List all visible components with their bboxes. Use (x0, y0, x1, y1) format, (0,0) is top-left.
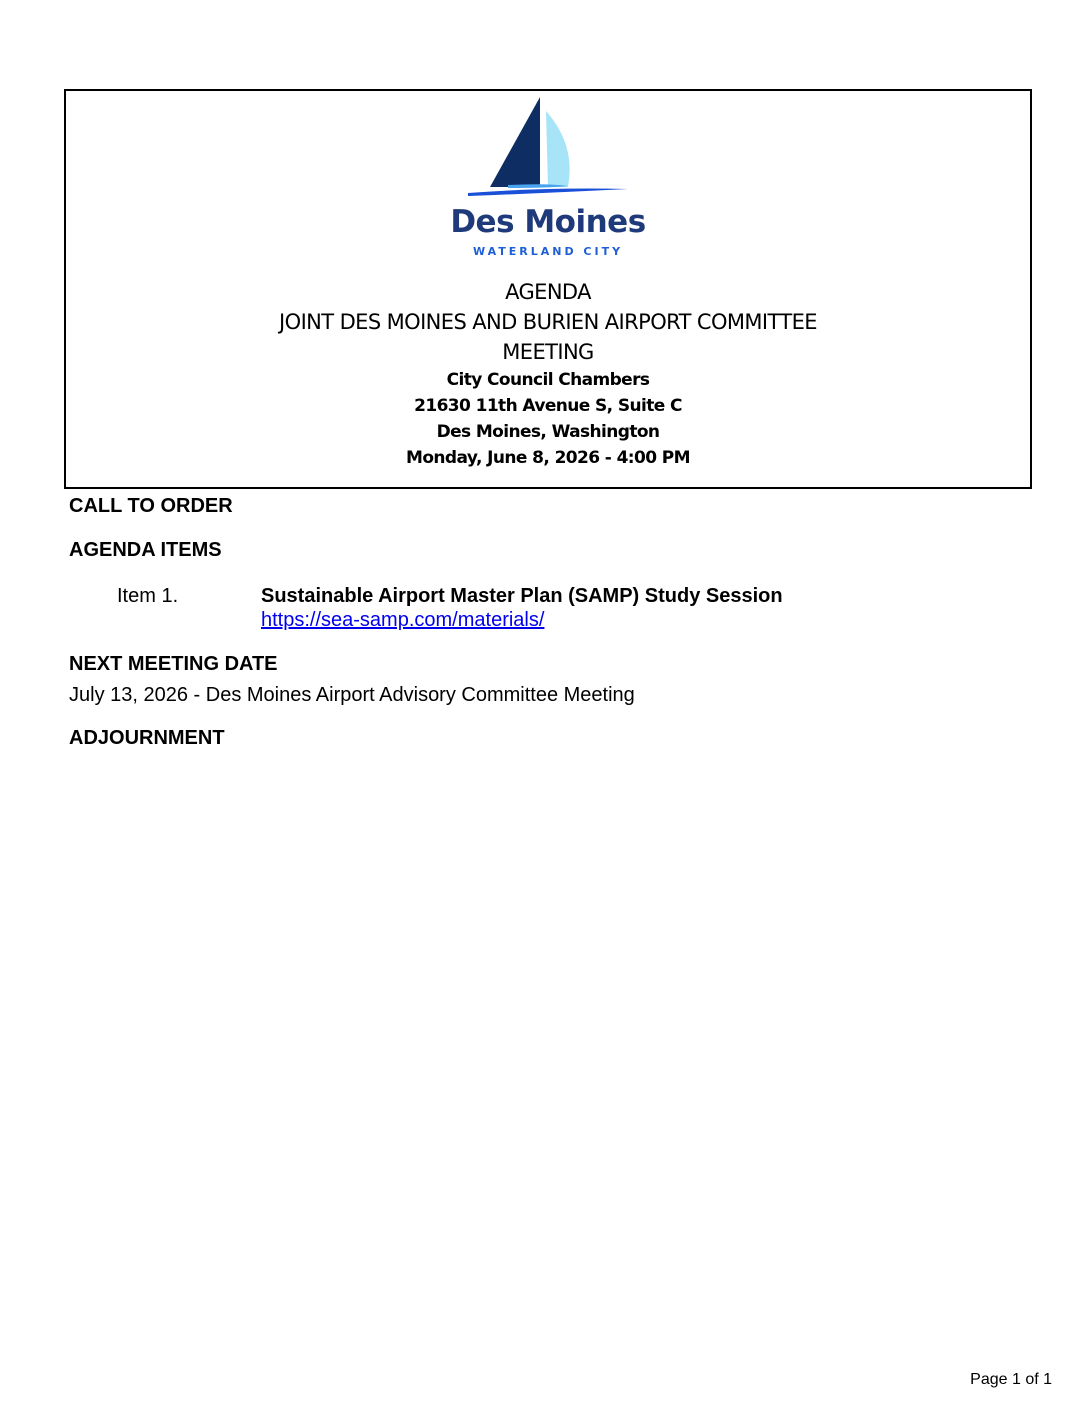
next-meeting-text: July 13, 2026 - Des Moines Airport Advisory Committee Meeting (69, 684, 635, 706)
agenda-header-box (64, 89, 1032, 489)
meeting-datetime: Monday, June 8, 2026 - 4:00 PM (406, 448, 690, 468)
agenda-item-link[interactable]: https://sea-samp.com/materials/ (261, 609, 545, 631)
section-next-meeting-date: NEXT MEETING DATE (69, 653, 278, 675)
city-logo (66, 95, 1030, 265)
logo-city-name: Des Moines (450, 204, 646, 240)
meeting-city: Des Moines, Washington (436, 422, 660, 442)
title-line-committee: JOINT DES MOINES AND BURIEN AIRPORT COMMITTEE (279, 310, 817, 334)
title-line-meeting: MEETING (502, 340, 594, 364)
section-agenda-items: AGENDA ITEMS (69, 539, 222, 561)
logo-tagline: WATERLAND CITY (472, 245, 624, 258)
page-number: Page 1 of 1 (970, 1371, 1052, 1388)
section-adjournment: ADJOURNMENT (69, 727, 225, 749)
section-call-to-order: CALL TO ORDER (69, 495, 233, 517)
meeting-location: City Council Chambers (446, 370, 650, 390)
agenda-item-title: Sustainable Airport Master Plan (SAMP) Study Session (261, 585, 783, 607)
agenda-item-number: Item 1. (117, 585, 179, 607)
title-line-agenda: AGENDA (505, 280, 591, 304)
meeting-address: 21630 11th Avenue S, Suite C (414, 396, 682, 416)
agenda-title-block (66, 277, 1030, 471)
sailboat-icon (448, 95, 648, 205)
